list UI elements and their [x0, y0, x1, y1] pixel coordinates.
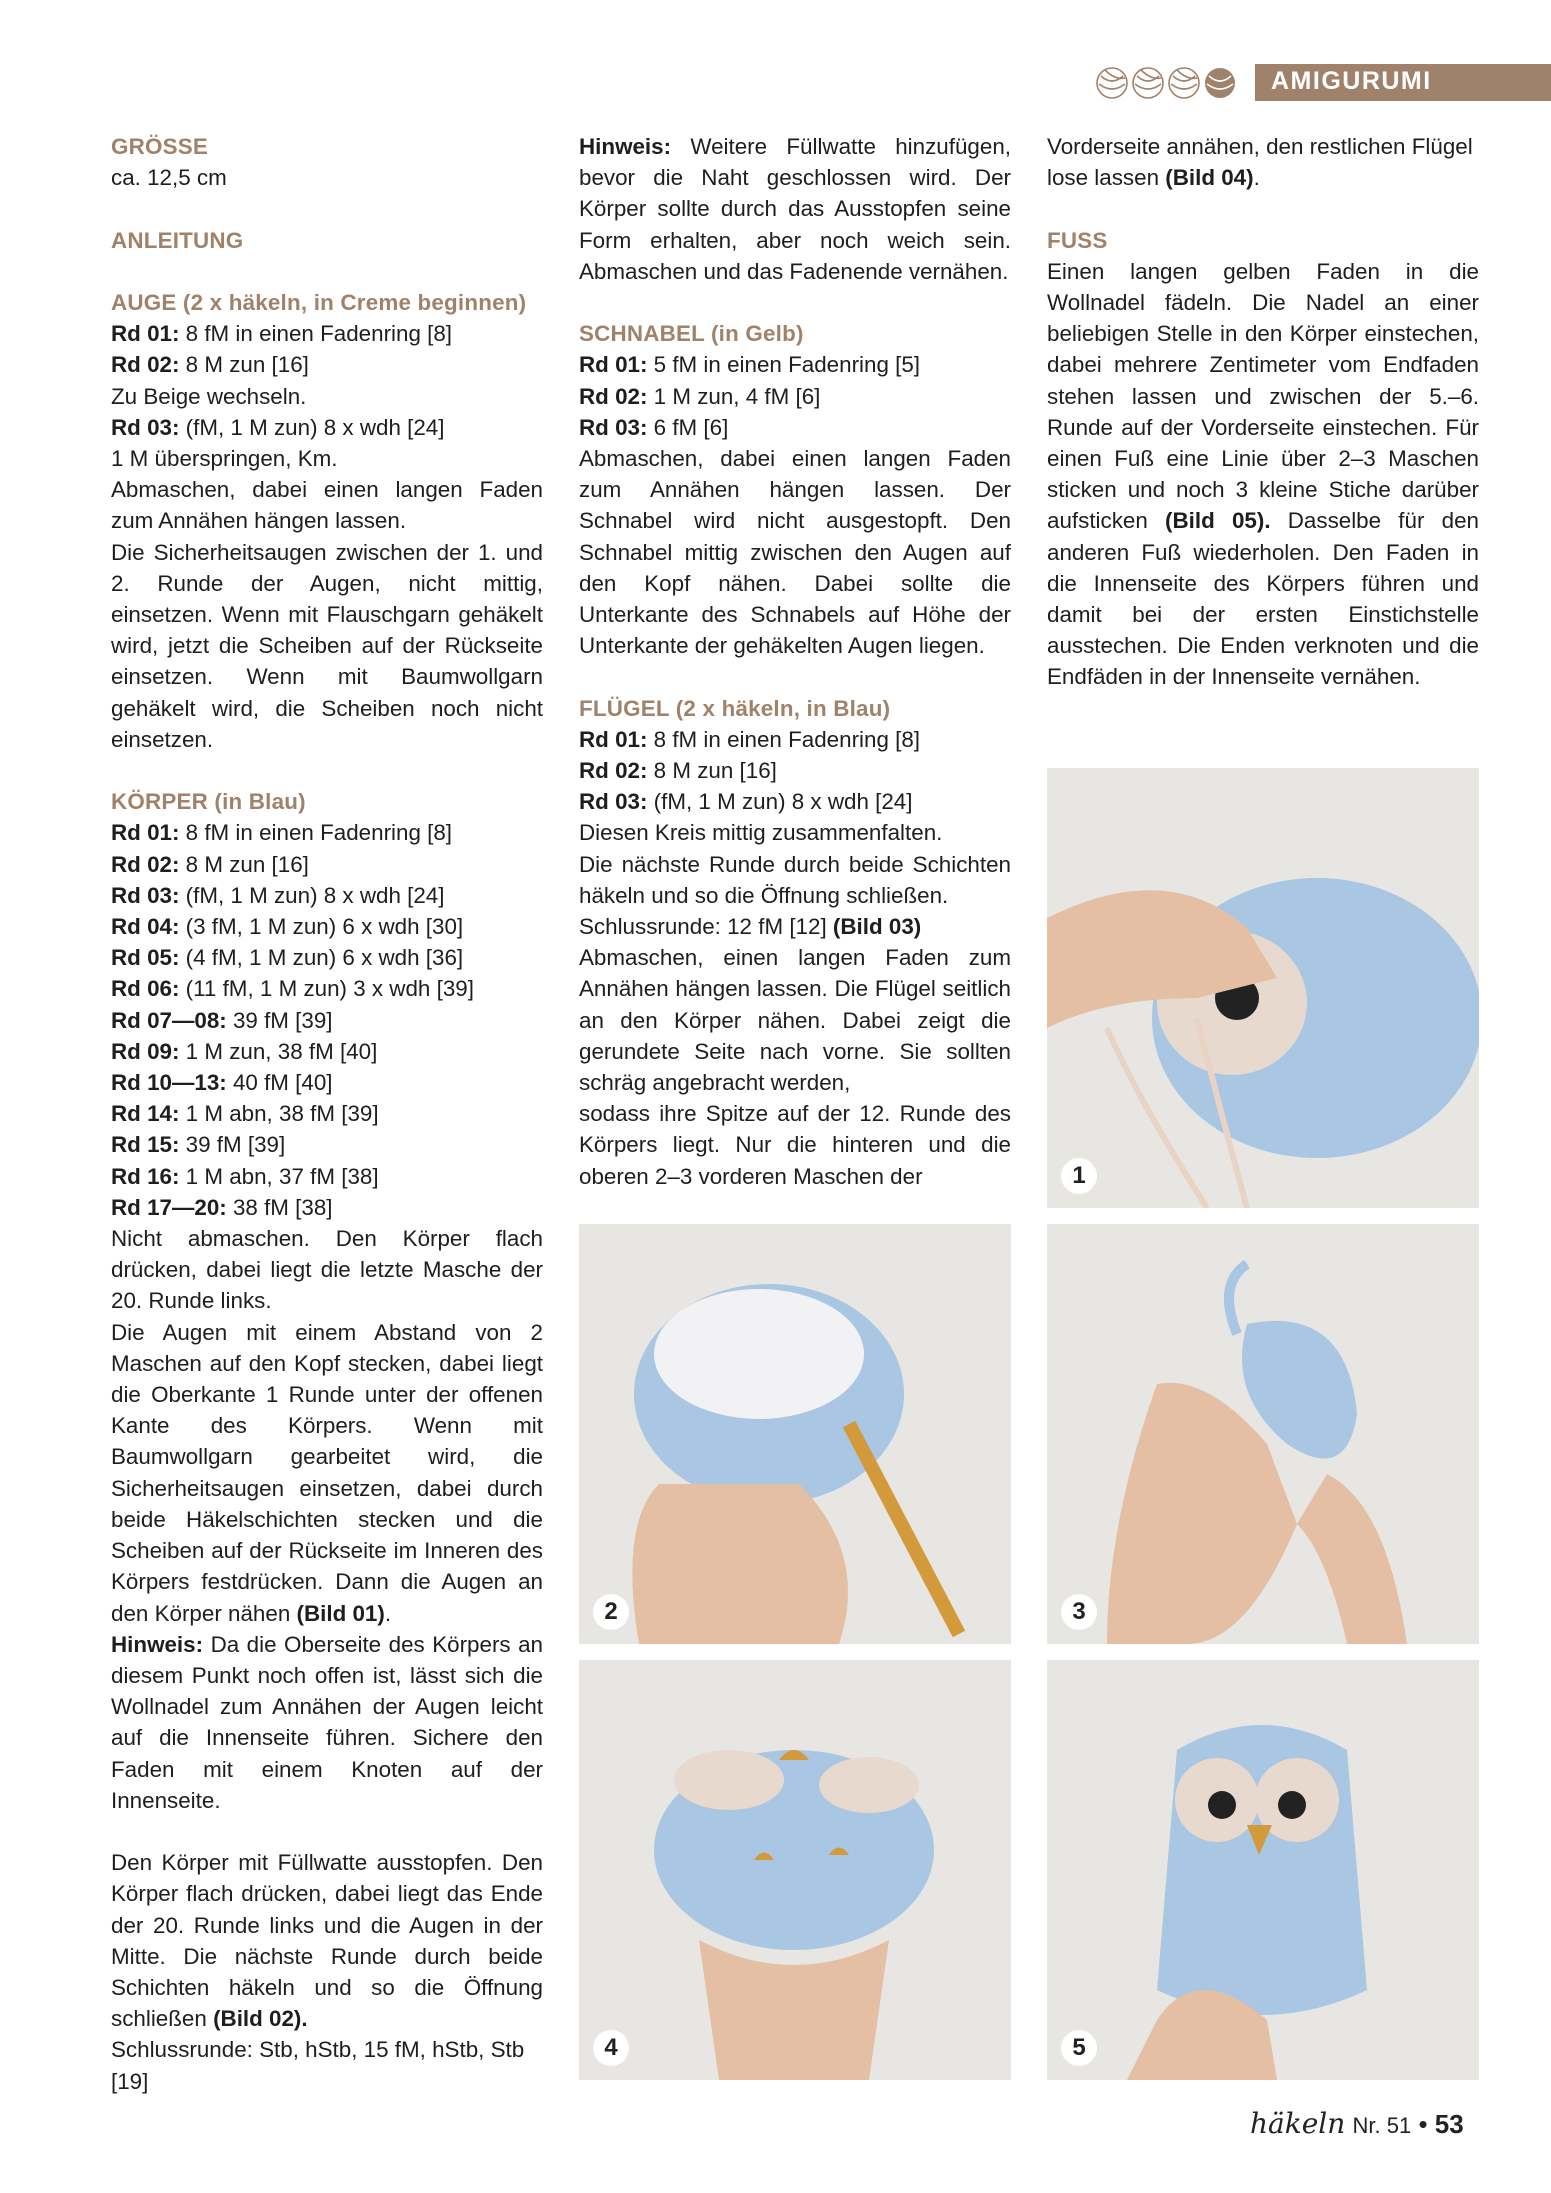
text-column-2: [579, 131, 1011, 1192]
text-column-3: [1047, 131, 1479, 693]
round-line: Rd 03: (fM, 1 M zun) 8 x wdh [24]: [111, 414, 445, 440]
round-line: Rd 01: 5 fM in einen Fadenring [5]: [579, 352, 921, 378]
round-line: Rd 15: 39 fM [39]: [111, 1132, 286, 1158]
page-footer: [1250, 2107, 1464, 2140]
photo-number: 3: [1061, 1594, 1097, 1630]
text-column-1: [111, 131, 543, 2097]
paragraph: Den Körper mit Füllwatte ausstopfen. Den Körper flach drücken, dabei liegt das Ende der 20. Runde links und die Augen in der Mitte. Die nächste Runde durch beide Schichten häkeln und so die Öffnung schließen (Bild 02).: [111, 1850, 543, 2032]
page-number: 53: [1434, 2109, 1464, 2139]
hint-paragraph: Hinweis: Weitere Füllwatte hinzufügen, bevor die Naht geschlossen wird. Der Körper sollte durch das Ausstopfen seine Form erhalten, aber noch weich sein. Abmaschen und das Fadenende vernähen.: [579, 134, 1011, 284]
heading-schnabel: SCHNABEL (in Gelb): [579, 321, 804, 347]
paragraph: Abmaschen, dabei einen langen Faden zum Annähen hängen lassen. Der Schnabel wird nicht ausgestopft. Den Schnabel mittig zwischen den Augen auf den Kopf nähen. Dabei sollte die Unterkante des Schnabels auf Höhe der Unterkante der gehäkelten Augen liegen.: [579, 446, 1011, 659]
paragraph: Zu Beige wechseln.: [111, 383, 307, 409]
round-line: Rd 16: 1 M abn, 37 fM [38]: [111, 1163, 379, 1189]
round-line: Rd 01: 8 fM in einen Fadenring [8]: [111, 820, 453, 846]
round-line: Rd 02: 8 M zun [16]: [579, 758, 777, 784]
heading-groesse: GRÖSSE: [111, 134, 209, 159]
heading-fluegel: FLÜGEL (2 x häkeln, in Blau): [579, 695, 891, 721]
photo-3: [1047, 1224, 1479, 1644]
round-line: Rd 01: 8 fM in einen Fadenring [8]: [111, 321, 453, 347]
section-banner: [1255, 64, 1551, 101]
photo-1: [1047, 768, 1479, 1208]
paragraph: sodass ihre Spitze auf der 12. Runde des Körpers liegt. Nur die hinteren und die oberen 2–3 vorderen Maschen der: [579, 1101, 1011, 1189]
heading-koerper: KÖRPER (in Blau): [111, 789, 306, 815]
footer-bullet: •: [1418, 2109, 1428, 2139]
photo-5: [1047, 1660, 1479, 2080]
owl-top-photo-icon: [579, 1660, 1011, 2080]
yarn-balls-icon: [1095, 66, 1245, 100]
paragraph: Vorderseite annähen, den restlichen Flügel lose lassen (Bild 04).: [1047, 134, 1473, 191]
paragraph: Nicht abmaschen. Den Körper flach drücken, dabei liegt die letzte Masche der 20. Runde links.: [111, 1226, 543, 1314]
size-value: ca. 12,5 cm: [111, 165, 227, 191]
round-line: Rd 06: (11 fM, 1 M zun) 3 x wdh [39]: [111, 976, 474, 1002]
photo-number: 2: [593, 1594, 629, 1630]
paragraph: Die Sicherheitsaugen zwischen der 1. und 2. Runde der Augen, nicht mittig, einsetzen. Wenn mit Flauschgarn gehäkelt wird, jetzt die Scheiben auf der Rückseite einsetzen. Wenn mit Baumwollgarn gehäkelt wird, die Scheiben noch nicht einsetzen.: [111, 539, 543, 752]
paragraph: Die Augen mit einem Abstand von 2 Maschen auf den Kopf stecken, dabei liegt die Oberkante 1 Runde unter der offenen Kante des Körpers. Wenn mit Baumwollgarn gearbeitet wird, die Sicherheitsaugen einsetzen, dabei durch beide Häkelschichten stecken und die Scheiben auf der Rückseite im Inneren des Körpers festdrücken. Dann die Augen an den Körper nähen (Bild 01).: [111, 1319, 543, 1626]
photo-number: 5: [1061, 2030, 1097, 2066]
paragraph: 1 M überspringen, Km.: [111, 446, 338, 471]
photo-number: 1: [1061, 1158, 1097, 1194]
round-line: Rd 17—20: 38 fM [38]: [111, 1194, 333, 1220]
round-line: Rd 05: (4 fM, 1 M zun) 6 x wdh [36]: [111, 945, 464, 971]
round-line: Rd 03: 6 fM [6]: [579, 414, 729, 440]
issue-number: Nr. 51: [1352, 2113, 1412, 2138]
paragraph: Schlussrunde: 12 fM [12] (Bild 03): [579, 914, 922, 940]
round-line: Rd 02: 8 M zun [16]: [111, 352, 309, 378]
round-line: Rd 04: (3 fM, 1 M zun) 6 x wdh [30]: [111, 914, 464, 940]
hint-paragraph: Hinweis: Da die Oberseite des Körpers an diesem Punkt noch offen ist, lässt sich die Wollnadel zum Annähen der Augen leicht auf die Innenseite führen. Sichere den Faden mit einem Knoten auf der Innenseite.: [111, 1631, 543, 1813]
paragraph: Einen langen gelben Faden in die Wollnadel fädeln. Die Nadel an einer beliebigen Stelle in den Körper einstechen, dabei mehrere Zentimeter vom Endfaden stehen lassen und zwischen der 5.–6. Runde auf der Vorderseite einstechen. Für einen Fuß eine Linie über 2–3 Maschen sticken und noch 3 kleine Stiche darüber aufsticken (Bild 05). Dasselbe für den anderen Fuß wiederholen. Den Faden in die Innenseite des Körpers führen und damit bei der ersten Einstichstelle ausstechen. Die Enden verknoten und die Endfäden in der Innenseite vernähen.: [1047, 258, 1479, 690]
paragraph: Diesen Kreis mittig zusammenfalten.: [579, 820, 943, 846]
photo-2: [579, 1224, 1011, 1644]
round-line: Rd 02: 1 M zun, 4 fM [6]: [579, 383, 821, 409]
heading-auge: AUGE (2 x häkeln, in Creme beginnen): [111, 289, 527, 315]
heading-fuss: FUSS: [1047, 227, 1108, 253]
round-line: Rd 03: (fM, 1 M zun) 8 x wdh [24]: [111, 882, 445, 908]
paragraph: Abmaschen, dabei einen langen Faden zum Annähen hängen lassen.: [111, 477, 543, 534]
round-line: Rd 09: 1 M zun, 38 fM [40]: [111, 1038, 378, 1064]
round-line: Rd 01: 8 fM in einen Fadenring [8]: [579, 726, 921, 752]
paragraph: Die nächste Runde durch beide Schichten häkeln und so die Öffnung schließen.: [579, 851, 1011, 908]
paragraph: Schlussrunde: Stb, hStb, 15 fM, hStb, Stb [19]: [111, 2037, 525, 2094]
section-title: AMIGURUMI: [1271, 67, 1432, 95]
round-line: Rd 02: 8 M zun [16]: [111, 851, 309, 877]
round-line: Rd 10—13: 40 fM [40]: [111, 1070, 333, 1096]
owl-eye-photo-icon: [1047, 768, 1479, 1208]
photo-number: 4: [593, 2030, 629, 2066]
owl-body-photo-icon: [579, 1224, 1011, 1644]
heading-anleitung: ANLEITUNG: [111, 227, 244, 253]
round-line: Rd 07—08: 39 fM [39]: [111, 1007, 333, 1033]
round-line: Rd 14: 1 M abn, 38 fM [39]: [111, 1101, 379, 1127]
owl-wing-photo-icon: [1047, 1224, 1479, 1644]
paragraph: Abmaschen, einen langen Faden zum Annähen hängen lassen. Die Flügel seitlich an den Körper nähen. Dabei zeigt die gerundete Seite nach vorne. Sie sollten schräg angebracht werden,: [579, 945, 1011, 1096]
finished-owl-photo-icon: [1047, 1660, 1479, 2080]
round-line: Rd 03: (fM, 1 M zun) 8 x wdh [24]: [579, 789, 913, 815]
magazine-brand: häkeln: [1250, 2107, 1346, 2140]
photo-4: [579, 1660, 1011, 2080]
